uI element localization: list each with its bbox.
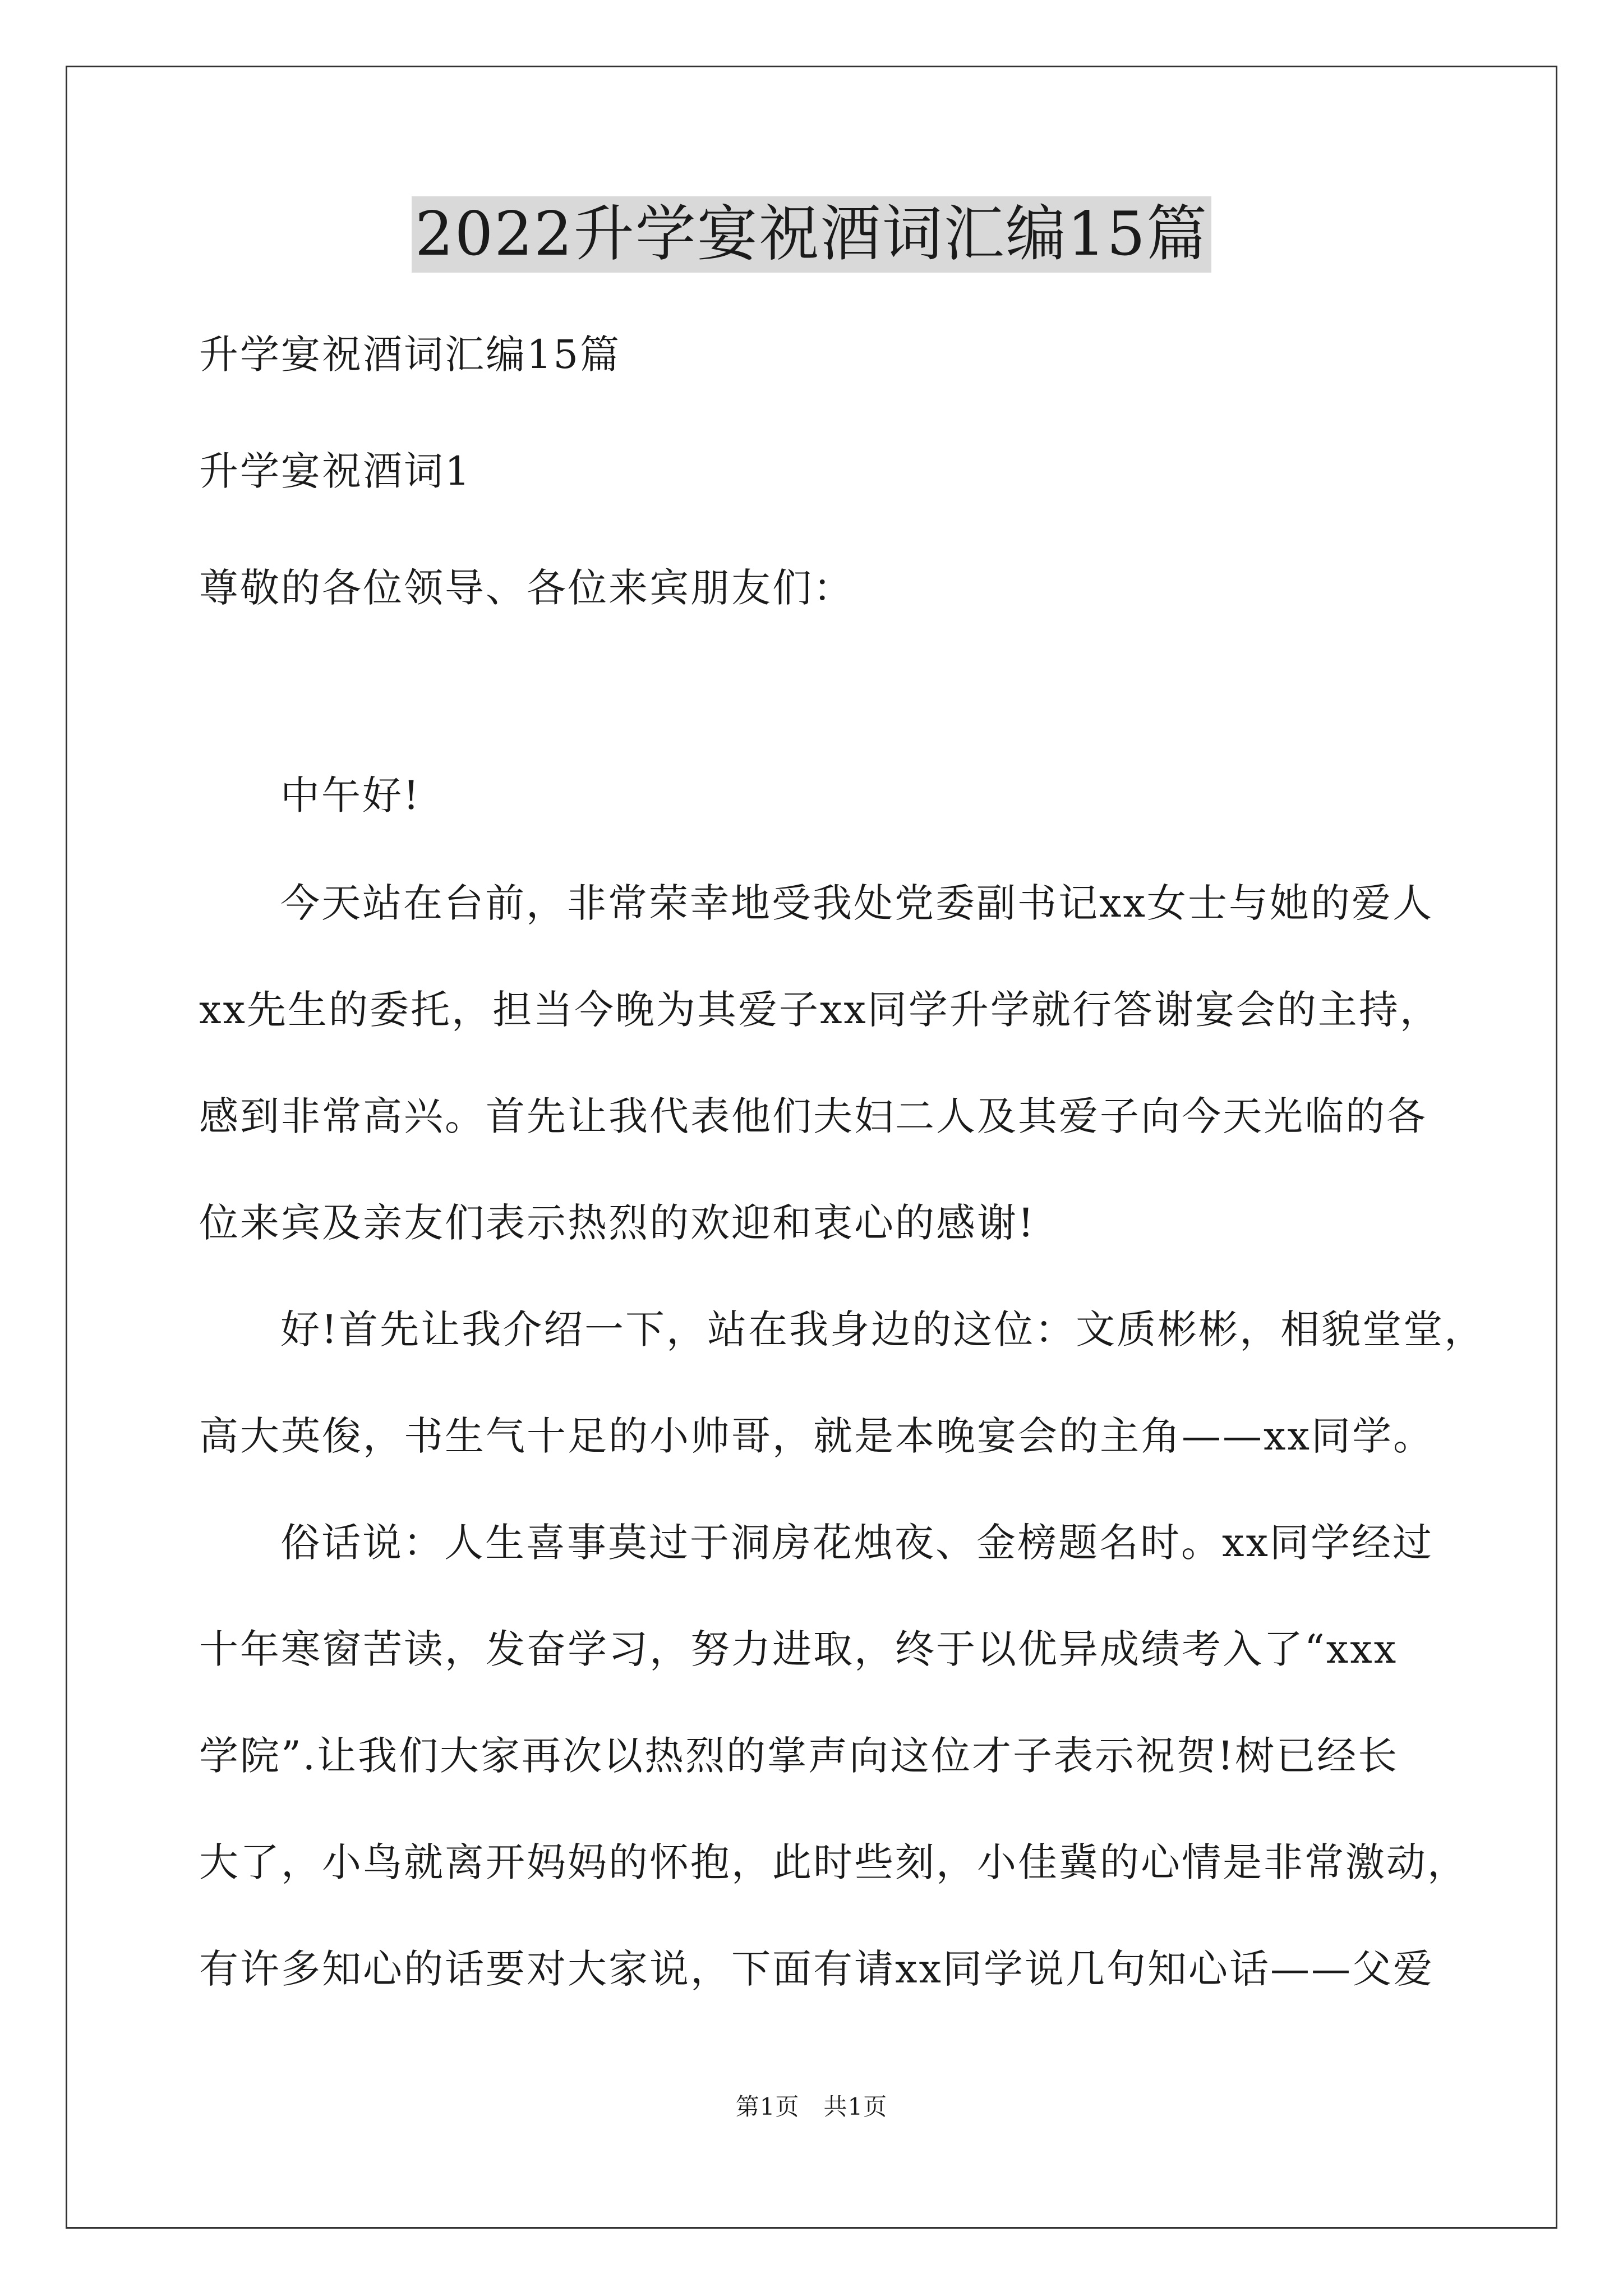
page-border — [66, 66, 1557, 2229]
title-container — [0, 196, 1623, 273]
paragraph-line: 位来宾及亲友们表示热烈的欢迎和衷心的感谢! — [199, 1200, 1036, 1246]
section-heading: 升学宴祝酒词1 — [199, 448, 472, 494]
document-title: 2022升学宴祝酒词汇编15篇 — [412, 196, 1211, 273]
page-footer: 第1页 共1页 — [735, 2093, 888, 2120]
paragraph-line: 中午好! — [280, 772, 421, 818]
paragraph-line: 今天站在台前，非常荣幸地受我处党委副书记xx女士与她的爱人 — [280, 880, 1433, 926]
paragraph-line: 感到非常高兴。首先让我代表他们夫妇二人及其爱子向今天光临的各 — [199, 1093, 1427, 1139]
paragraph-line: 大了，小鸟就离开妈妈的怀抱，此时些刻，小佳冀的心情是非常激动， — [199, 1839, 1468, 1885]
subtitle-line: 升学宴祝酒词汇编15篇 — [199, 332, 621, 378]
paragraph-line: 好!首先让我介绍一下，站在我身边的这位：文质彬彬，相貌堂堂， — [280, 1306, 1486, 1352]
paragraph-line: 俗话说：人生喜事莫过于洞房花烛夜、金榜题名时。xx同学经过 — [280, 1520, 1433, 1566]
paragraph-line: 十年寒窗苦读，发奋学习，努力进取，终于以优异成绩考入了“xxx — [199, 1626, 1398, 1672]
paragraph-line: 高大英俊，书生气十足的小帅哥，就是本晚宴会的主角——xx同学。 — [199, 1413, 1434, 1459]
paragraph-line: 学院”.让我们大家再次以热烈的掌声向这位才子表示祝贺!树已经长 — [199, 1733, 1399, 1779]
salutation-line: 尊敬的各位领导、各位来宾朋友们： — [199, 565, 854, 611]
paragraph-line: 有许多知心的话要对大家说，下面有请xx同学说几句知心话——父爱 — [199, 1946, 1434, 1992]
paragraph-line: xx先生的委托，担当今晚为其爱子xx同学升学就行答谢宴会的主持， — [199, 987, 1441, 1033]
